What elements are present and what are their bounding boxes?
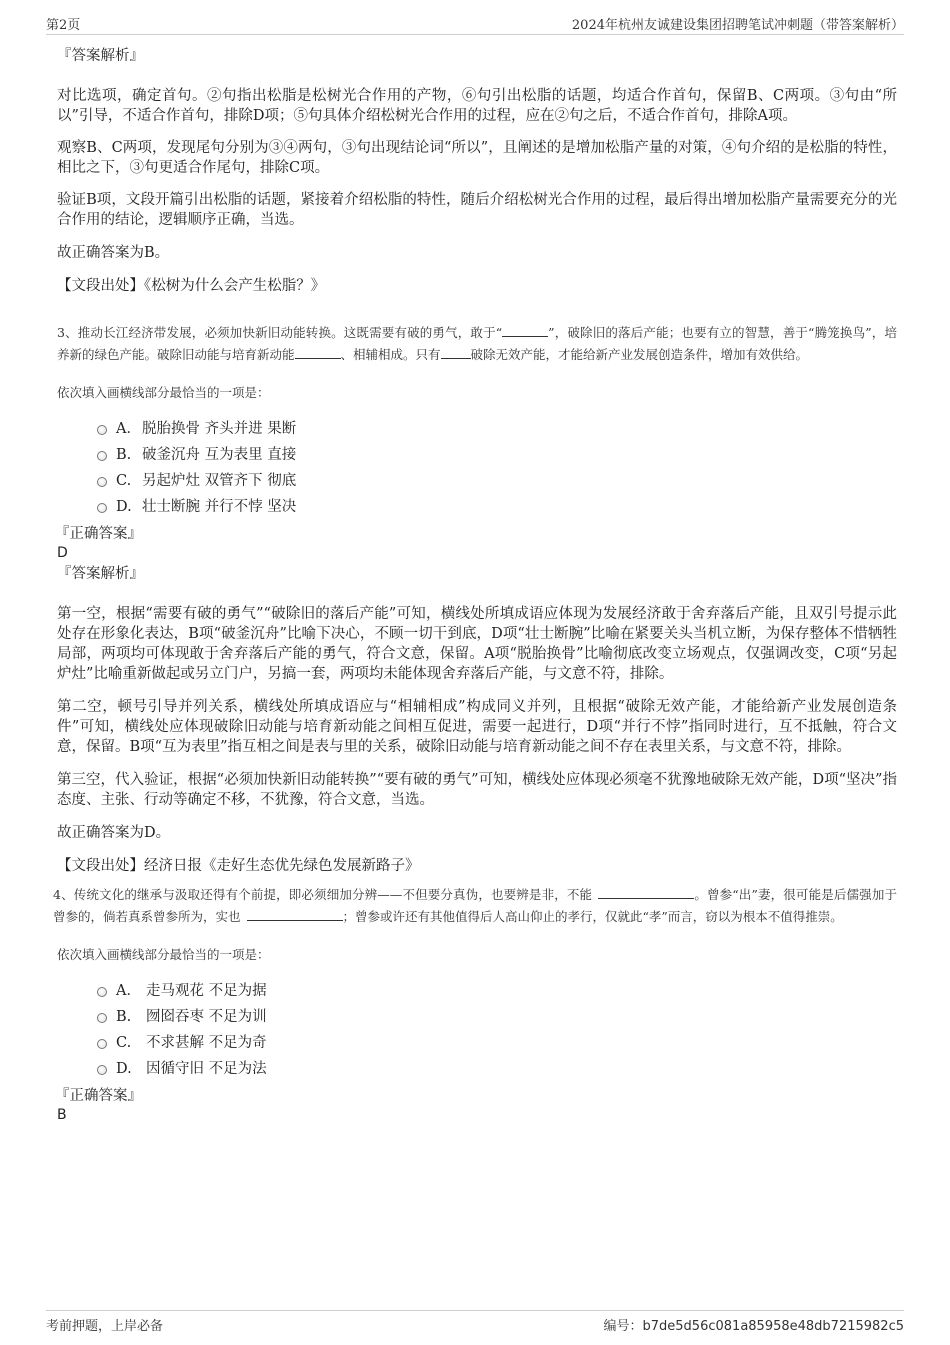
q3-correct-answer: D — [57, 545, 68, 561]
page-footer — [46, 1310, 904, 1335]
q3-blank-1 — [502, 322, 548, 337]
radio-icon[interactable] — [97, 503, 107, 513]
q3-analysis-p2: 第二空，顿号引导并列关系，横线处所填成语应与“相辅相成”构成同义并列，且根据“破除无效产能，才能给新产业发展创造条件”可知，横线处应体现破除旧动能与培育新动能之间相互促进，需要一起进行，D项“并行不悖”指同时进行，互不抵触，符合文意，保留。B项“互为表里”指互相之间是表与里的关系，破除旧动能与培育新动能之间不存在表里关系，与文意不符，排除。 — [57, 699, 897, 755]
q3-source: 【文段出处】经济日报《走好生态优先绿色发展新路子》 — [57, 858, 420, 874]
q4-correct-answer: B — [57, 1107, 67, 1123]
radio-icon[interactable] — [97, 987, 107, 997]
footer-code: 编号：b7de5d56c081a85958e48db7215982c5 — [603, 1319, 904, 1334]
q3-option-b[interactable]: B. 破釜沉舟 互为表里 直接 — [97, 442, 897, 468]
page-content — [53, 44, 897, 1124]
q2-source: 【文段出处】《松树为什么会产生松脂？》 — [57, 278, 326, 294]
radio-icon[interactable] — [97, 1013, 107, 1023]
q3-correct-heading: 『正确答案』 — [55, 526, 142, 542]
q3-option-c[interactable]: C. 另起炉灶 双管齐下 彻底 — [97, 468, 897, 494]
q4-blank-1 — [598, 884, 694, 899]
q3-option-d[interactable]: D. 壮士断腕 并行不悖 坚决 — [97, 494, 897, 520]
q4-options — [97, 978, 897, 1082]
q3-analysis-p4: 故正确答案为D。 — [57, 825, 171, 841]
radio-icon[interactable] — [97, 1039, 107, 1049]
q3-prompt: 依次填入画横线部分最恰当的一项是： — [57, 385, 270, 400]
q3-analysis-p1: 第一空，根据“需要有破的勇气”“破除旧的落后产能”可知，横线处所填成语应体现为发展经济敢于舍弃落后产能，且双引号提示此处存在形象化表达，B项“破釜沉舟”比喻下决心，不顾一切干到底，D项“壮士断腕”比喻在紧要关头当机立断，为保存整体不惜牺牲局部，两项均可体现敢于舍弃落后产能的勇气，符合文意，保留。A项“脱胎换骨”比喻彻底改变立场观点，仅强调改变，C项“另起炉灶”比喻重新做起或另立门户，另搞一套，两项均未能体现舍弃落后产能，与文意不符，排除。 — [57, 606, 897, 682]
q3-options — [97, 416, 897, 520]
q4-prompt: 依次填入画横线部分最恰当的一项是： — [57, 947, 270, 962]
q2-analysis-p2: 观察B、C两项，发现尾句分别为③④两句，③句出现结论词“所以”，且阐述的是增加松脂产量的对策，④句介绍的是松脂的特性，相比之下，③句更适合作尾句，排除C项。 — [57, 140, 897, 176]
q3-analysis-heading: 『答案解析』 — [57, 566, 144, 582]
q2-analysis-p4: 故正确答案为B。 — [57, 245, 170, 261]
q4-stem: 4、传统文化的继承与汲取还得有个前提，即必须细加分辨——不但要分真伪，也要辨是非，不能 。曾参“出”妻，很可能是后儒强加于曾参的，倘若真系曾参所为，实也 ；曾参或许还有其他值得后人高山仰止的孝行，仅就此“孝”而言，窃以为根本不值得推崇。 — [53, 884, 897, 928]
q3-option-a[interactable]: A．脱胎换骨 齐头并进 果断 — [97, 416, 897, 442]
q3-blank-3 — [441, 344, 471, 359]
footer-slogan: 考前押题，上岸必备 — [46, 1319, 164, 1334]
radio-icon[interactable] — [97, 477, 107, 487]
q4-option-d[interactable]: D. 因循守旧 不足为法 — [97, 1056, 897, 1082]
q3-stem: 3、推动长江经济带发展，必须加快新旧动能转换。这既需要有破的勇气，敢于“ ”，破除旧的落后产能；也要有立的智慧，善于“腾笼换鸟”，培养新的绿色产能。破除旧动能与培育新动能 、相辅相成。只有 破除无效产能，才能给新产业发展创造条件，增加有效供给。 — [57, 322, 897, 366]
document-title: 2024年杭州友诚建设集团招聘笔试冲刺题（带答案解析） — [571, 18, 904, 33]
page-number: 第2页 — [46, 18, 81, 33]
q4-option-c[interactable]: C. 不求甚解 不足为奇 — [97, 1030, 897, 1056]
page-header — [46, 12, 904, 35]
radio-icon[interactable] — [97, 451, 107, 461]
radio-icon[interactable] — [97, 1065, 107, 1075]
q2-analysis-p1: 对比选项，确定首句。②句指出松脂是松树光合作用的产物，⑥句引出松脂的话题，均适合作首句，保留B、C两项。③句由“所以”引导，不适合作首句，排除D项；⑤句具体介绍松树光合作用的过程，应在②句之后，不适合作首句，排除A项。 — [57, 88, 897, 124]
q4-correct-heading: 『正确答案』 — [55, 1088, 142, 1104]
q4-option-a[interactable]: A． 走马观花 不足为据 — [97, 978, 897, 1004]
radio-icon[interactable] — [97, 425, 107, 435]
q2-analysis-heading: 『答案解析』 — [57, 48, 144, 64]
q3-analysis-p3: 第三空，代入验证，根据“必须加快新旧动能转换”“要有破的勇气”可知，横线处应体现必须毫不犹豫地破除无效产能，D项“坚决”指态度、主张、行动等确定不移，不犹豫，符合文意，当选。 — [57, 772, 897, 808]
q4-blank-2 — [247, 906, 343, 921]
q3-blank-2 — [295, 344, 341, 359]
q2-analysis-p3: 验证B项，文段开篇引出松脂的话题，紧接着介绍松脂的特性，随后介绍松树光合作用的过程，最后得出增加松脂产量需要充分的光合作用的结论，逻辑顺序正确，当选。 — [57, 192, 897, 228]
q4-option-b[interactable]: B. 囫囵吞枣 不足为训 — [97, 1004, 897, 1030]
